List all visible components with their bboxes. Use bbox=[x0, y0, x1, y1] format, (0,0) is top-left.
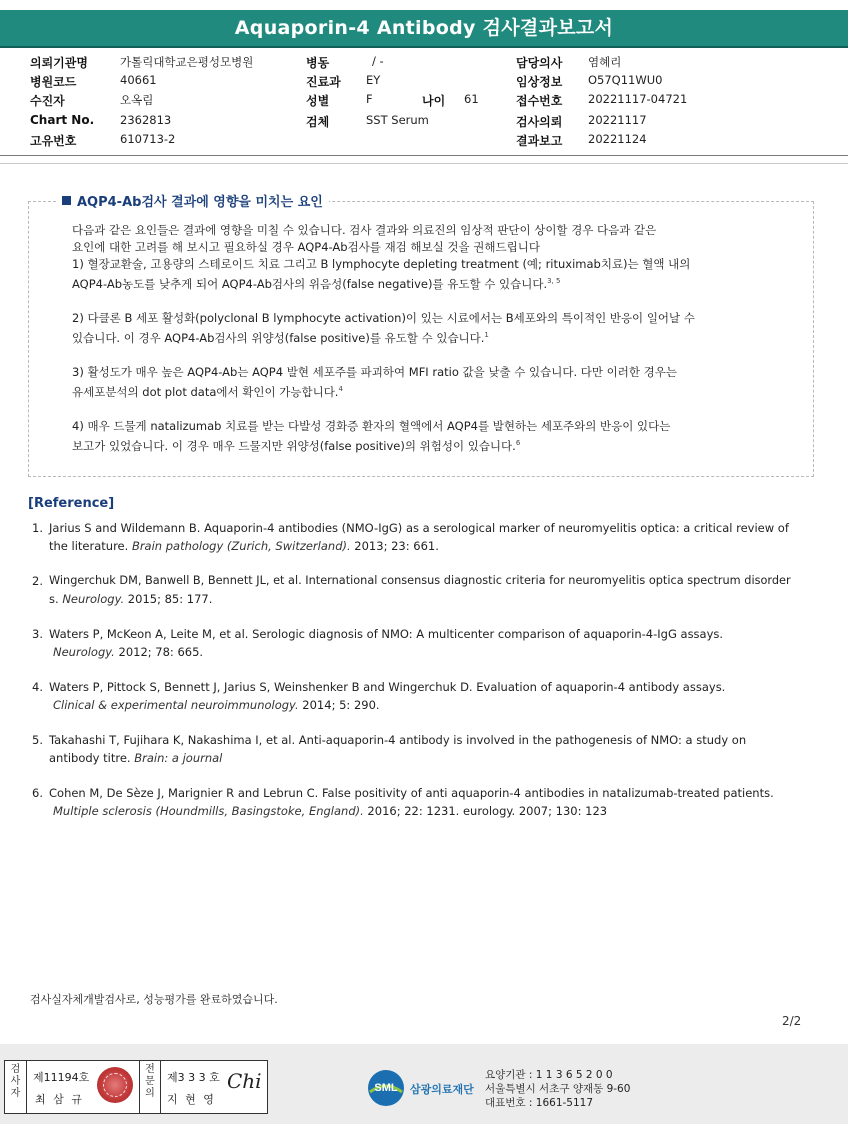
department-value: EY bbox=[366, 73, 381, 87]
specialist-license: 제3 3 3 호 bbox=[167, 1071, 220, 1084]
reference-title: [Reference] bbox=[28, 496, 115, 511]
notice-body bbox=[72, 222, 792, 455]
institution-label: 의뢰기관명 bbox=[30, 56, 88, 70]
info-divider bbox=[0, 155, 848, 156]
info-row bbox=[30, 92, 830, 110]
sml-logo-icon bbox=[366, 1068, 406, 1108]
examinee-label: 수진자 bbox=[30, 94, 65, 108]
examinee-value: 오옥림 bbox=[120, 93, 154, 107]
notice-item-line: AQP4-Ab농도를 낮추게 되어 AQP4-Ab검사의 위음성(false negative)를 유도할 수 있습니다.$^{3, 5}$ bbox=[72, 277, 561, 291]
ward-value: / - bbox=[372, 54, 384, 68]
specialist-name: 지 현 영 bbox=[167, 1093, 216, 1106]
contact-info bbox=[485, 1068, 630, 1110]
square-bullet-icon bbox=[62, 196, 71, 205]
info-divider bbox=[0, 163, 848, 164]
seal-stamp-icon bbox=[97, 1067, 133, 1103]
citation-sup: 4 bbox=[338, 385, 343, 393]
page-number: 2/2 bbox=[782, 1014, 802, 1028]
receipt-no-label: 접수번호 bbox=[516, 94, 563, 108]
info-row bbox=[30, 73, 830, 91]
inspector-license: 제11194호 bbox=[33, 1071, 90, 1084]
hospital-code-value: 40661 bbox=[120, 73, 157, 87]
notice-item-line: 있습니다. 이 경우 AQP4-Ab검사의 위양성(false positive)를 유도할 수 있습니다.$^1$ bbox=[72, 331, 489, 345]
info-row bbox=[30, 132, 830, 150]
notice-title bbox=[56, 191, 329, 210]
report-title-bar bbox=[0, 10, 848, 48]
validation-note: 검사실자체개발검사로, 성능평가를 완료하였습니다. bbox=[30, 993, 278, 1006]
chart-no-label: Chart No. bbox=[30, 113, 95, 127]
signature: Chi bbox=[227, 1069, 262, 1093]
citation-sup: 3, 5 bbox=[547, 277, 561, 285]
clinical-info-label: 임상정보 bbox=[516, 75, 563, 89]
institution-value: 가톨릭대학교은평성모병원 bbox=[120, 55, 254, 69]
specimen-label: 검체 bbox=[306, 115, 330, 129]
unique-no-label: 고유번호 bbox=[30, 134, 77, 148]
org-name: 삼광의료재단 bbox=[410, 1083, 474, 1096]
sex-label: 성별 bbox=[306, 94, 330, 108]
info-row bbox=[30, 113, 830, 131]
sex-value: F bbox=[366, 92, 373, 106]
info-row bbox=[30, 54, 830, 72]
inspector-name: 최 삼 규 bbox=[35, 1093, 84, 1106]
physician-label: 담당의사 bbox=[516, 56, 563, 70]
request-date-label: 검사의뢰 bbox=[516, 115, 563, 129]
notice-item-line: 3) 활성도가 매우 높은 AQP4-Ab는 AQP4 발현 세포주를 파괴하여 MFI ratio 값을 낮출 수 있습니다. 다만 이러한 경우는 bbox=[72, 365, 677, 379]
signature-box bbox=[4, 1060, 268, 1114]
ward-label: 병동 bbox=[306, 56, 330, 70]
request-date-value: 20221117 bbox=[588, 113, 647, 127]
notice-intro-line: 요인에 대한 고려를 해 보시고 필요하실 경우 AQP4-Ab검사를 재검 해보실 것을 권해드립니다 bbox=[72, 240, 540, 254]
age-value: 61 bbox=[464, 92, 479, 106]
unique-no-value: 610713-2 bbox=[120, 132, 176, 146]
citation-sup: 6 bbox=[515, 439, 521, 447]
age-label: 나이 bbox=[422, 94, 446, 108]
hospital-code-label: 병원코드 bbox=[30, 75, 77, 89]
notice-intro-line: 다음과 같은 요인들은 결과에 영향을 미칠 수 있습니다. 검사 결과와 의료진의 임상적 판단이 상이할 경우 다음과 같은 bbox=[72, 223, 657, 237]
citation-sup: 1 bbox=[484, 331, 489, 339]
notice-item-line: 2) 다클론 B 세포 활성화(polyclonal B lymphocyte activation)이 있는 시료에서는 B세포와의 특이적인 반응이 일어날 수 bbox=[72, 311, 695, 325]
clinical-info-value: O57Q11WU0 bbox=[588, 73, 663, 87]
report-title: Aquaporin-4 Antibody 검사결과보고서 bbox=[234, 17, 614, 39]
contact-line: 서울특별시 서초구 양재동 9-60 bbox=[485, 1083, 631, 1095]
contact-line: 대표번호 : 1661-5117 bbox=[485, 1097, 594, 1109]
contact-line: 요양기관 : 1 1 3 6 5 2 0 0 bbox=[485, 1069, 613, 1081]
notice-item-line: 보고가 있었습니다. 이 경우 매우 드물지만 위양성(false positive)의 위험성이 있습니다.$^6$ bbox=[72, 439, 521, 453]
chart-no-value: 2362813 bbox=[120, 113, 172, 127]
specimen-value: SST Serum bbox=[366, 113, 429, 127]
specialist-label: 전문의 bbox=[139, 1061, 161, 1113]
inspector-label: 검사자 bbox=[5, 1061, 27, 1113]
notice-title-text: AQP4-Ab검사 결과에 영향을 미치는 요인 bbox=[77, 195, 323, 210]
report-date-value: 20221124 bbox=[588, 132, 647, 146]
notice-item-line: 1) 혈장교환술, 고용량의 스테로이드 치료 그리고 B lymphocyte depleting treatment (예; rituximab치료)는 혈액 내의 bbox=[72, 257, 691, 271]
receipt-no-value: 20221117-04721 bbox=[588, 92, 688, 106]
notice-item-line: 4) 매우 드물게 natalizumab 치료를 받는 다발성 경화증 환자의 혈액에서 AQP4를 발현하는 세포주와의 반응이 있다는 bbox=[72, 419, 671, 433]
report-date-label: 결과보고 bbox=[516, 134, 563, 148]
physician-value: 염혜리 bbox=[588, 55, 622, 69]
department-label: 진료과 bbox=[306, 75, 341, 89]
logo-text: SML bbox=[374, 1082, 398, 1094]
notice-item-line: 유세포분석의 dot plot data에서 확인이 가능합니다.$^4$ bbox=[72, 385, 343, 399]
